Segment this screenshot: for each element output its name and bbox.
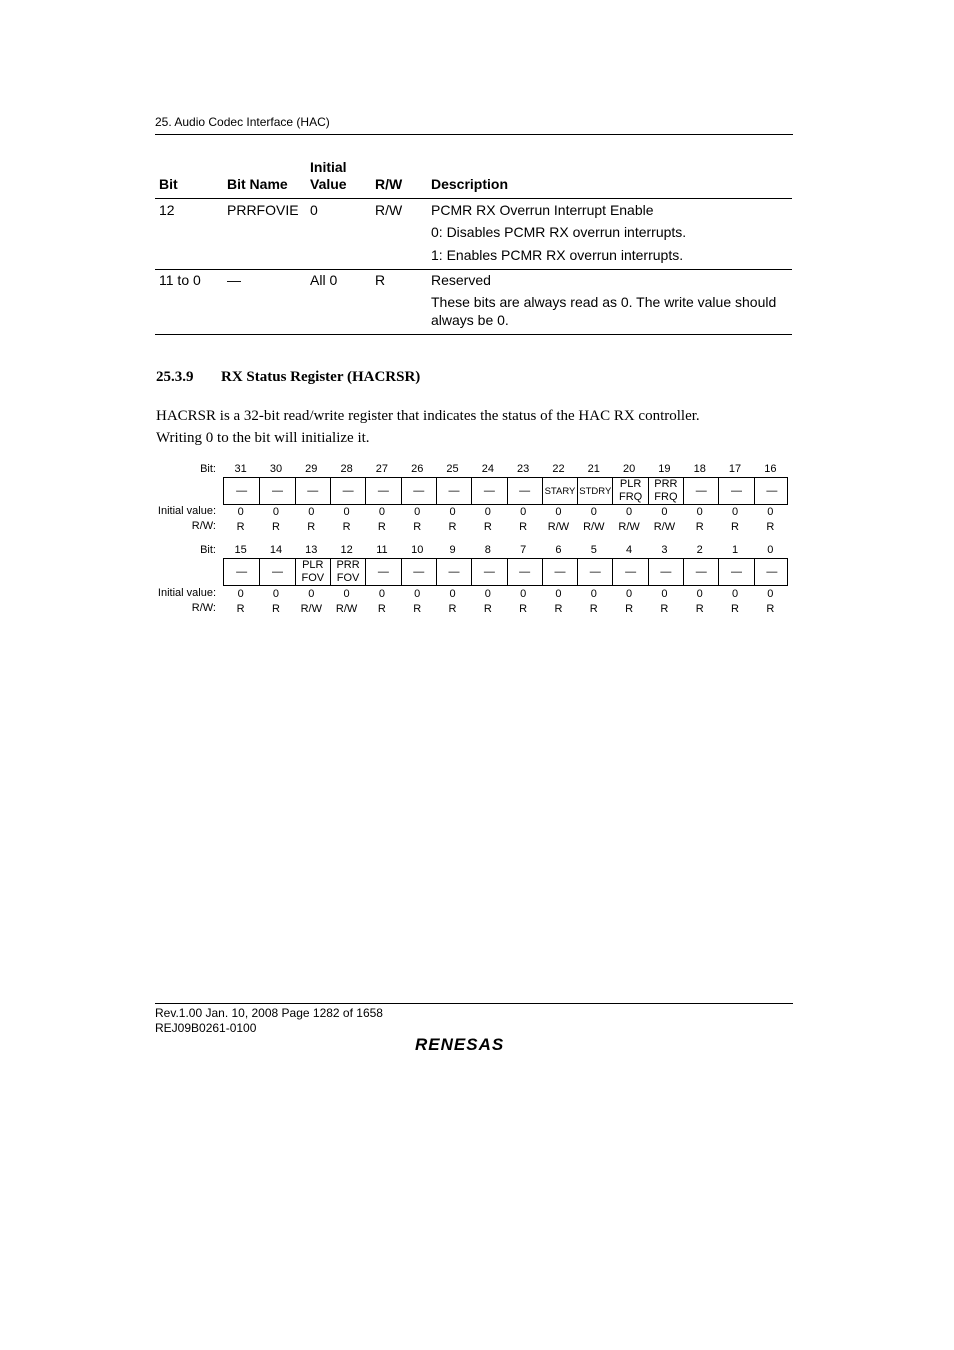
- footer-rule: [155, 1003, 793, 1004]
- register-value: 14: [269, 544, 283, 556]
- register-value: R: [377, 521, 386, 533]
- bit-field-cell: PLR FOV: [295, 559, 330, 585]
- register-value: 0: [590, 588, 597, 600]
- register-value: 0: [378, 506, 385, 518]
- register-value: 3: [661, 544, 668, 556]
- bit-field-cell: —: [683, 559, 718, 585]
- register-value: 0: [590, 506, 597, 518]
- register-value: 0: [449, 506, 456, 518]
- bit-field-cell: —: [330, 478, 365, 504]
- register-value: 0: [308, 506, 315, 518]
- bit-field-cell: —: [648, 559, 683, 585]
- register-value: 29: [305, 463, 318, 475]
- register-value: R: [695, 603, 704, 615]
- register-value: 15: [234, 544, 247, 556]
- register-value: R: [483, 603, 492, 615]
- register-value: 4: [626, 544, 633, 556]
- register-value: 28: [340, 463, 353, 475]
- bit-field-cell: —: [507, 478, 542, 504]
- register-value: 27: [375, 463, 389, 475]
- register-value: 0: [731, 506, 739, 518]
- register-value: 17: [728, 463, 742, 475]
- paragraph-line: Writing 0 to the bit will initialize it.: [156, 430, 370, 446]
- register-value: 0: [308, 588, 315, 600]
- rw-label: R/W:: [191, 602, 216, 614]
- section-paragraph: [156, 405, 796, 449]
- bit-field-cell: PLR FRQ: [612, 478, 647, 504]
- bit-field-cell: —: [507, 559, 542, 585]
- register-value: R/W: [547, 521, 570, 533]
- register-value: R: [236, 603, 245, 615]
- register-value: 8: [484, 544, 491, 556]
- register-value: 0: [626, 588, 633, 600]
- register-value: 0: [555, 588, 562, 600]
- renesas-logo-mark: [413, 1034, 533, 1054]
- register-value: R: [307, 521, 316, 533]
- table-row-desc-line: Reserved: [431, 272, 491, 288]
- register-value: R: [413, 603, 422, 615]
- bit-field-cell: PRR FRQ: [648, 478, 683, 504]
- register-value: 0: [661, 506, 668, 518]
- bit-field-cell: —: [471, 478, 506, 504]
- register-value: 0: [484, 506, 491, 518]
- section-title: RX Status Register (HACRSR): [221, 369, 421, 385]
- footer-revision: Rev.1.00 Jan. 10, 2008 Page 1282 of 1658: [155, 1006, 383, 1020]
- register-value: R/W: [618, 521, 640, 533]
- register-value: 19: [658, 463, 671, 475]
- bit-field-cell: —: [471, 559, 506, 585]
- register-value: 6: [555, 544, 562, 556]
- register-value: R: [271, 521, 280, 533]
- register-value: R/W: [300, 603, 322, 615]
- register-value: R: [448, 603, 457, 615]
- bit-field-cell: —: [436, 478, 471, 504]
- initial-value-label: Initial value:: [157, 505, 216, 517]
- paragraph-line: HACRSR is a 32-bit read/write register that indicates the status of the HAC RX controller.: [156, 408, 700, 424]
- register-value: R: [554, 603, 563, 615]
- col-header-rw: R/W: [375, 176, 403, 192]
- table-row-desc-line: 0: Disables PCMR RX overrun interrupts.: [431, 224, 687, 240]
- register-value: R/W: [653, 521, 676, 533]
- bit-label: Bit:: [200, 463, 216, 475]
- register-value: 12: [340, 544, 353, 556]
- bit-field-row: [223, 477, 788, 505]
- col-header-value: Value: [310, 176, 347, 192]
- register-value: 0: [661, 588, 668, 600]
- register-value: 22: [552, 463, 565, 475]
- bit-field-cell: —: [612, 559, 647, 585]
- register-value: R: [413, 521, 422, 533]
- register-value: 0: [414, 588, 421, 600]
- bit-field-cell: —: [718, 559, 753, 585]
- header-rule: [155, 134, 793, 135]
- col-header-bit-name: Bit Name: [227, 176, 288, 192]
- register-value: 30: [269, 463, 283, 475]
- bit-field-cell: —: [236, 565, 248, 578]
- bit-field-cell: —: [401, 559, 436, 585]
- register-value: 2: [696, 544, 703, 556]
- register-value: 0: [272, 506, 280, 518]
- table-row-desc-line: PCMR RX Overrun Interrupt Enable: [431, 202, 654, 218]
- register-value: 25: [446, 463, 459, 475]
- register-value: 31: [234, 463, 247, 475]
- register-value: R: [448, 521, 457, 533]
- table-bottom-rule: [155, 334, 792, 335]
- register-value: 5: [590, 544, 597, 556]
- register-value: R: [236, 521, 245, 533]
- bit-field-cell: —: [542, 559, 577, 585]
- register-value: 0: [696, 506, 703, 518]
- register-value: 11: [376, 544, 388, 556]
- running-header: 25. Audio Codec Interface (HAC): [155, 115, 330, 129]
- register-value: 0: [484, 588, 491, 600]
- table-row-desc-line: These bits are always read as 0. The write value should: [431, 294, 777, 310]
- register-value: 18: [693, 463, 706, 475]
- register-value: 0: [272, 588, 280, 600]
- rw-label: R/W:: [191, 520, 216, 532]
- register-value: 0: [520, 506, 527, 518]
- register-value: 0: [555, 506, 562, 518]
- table-row-bit: 11 to 0: [159, 272, 201, 288]
- register-value: 0: [520, 588, 527, 600]
- bit-field-cell: —: [365, 478, 400, 504]
- register-value: R: [766, 603, 775, 615]
- table-row-name: PRRFOVIE: [227, 202, 299, 218]
- bit-field-cell: —: [577, 559, 612, 585]
- bit-field-cell: —: [683, 478, 718, 504]
- register-value: 0: [343, 506, 350, 518]
- register-value: 0: [414, 506, 421, 518]
- register-value: 0: [767, 588, 774, 600]
- bit-field-cell: —: [754, 478, 789, 504]
- bit-field-row: [223, 558, 788, 586]
- register-value: 0: [767, 544, 774, 556]
- table-row-desc-line: 1: Enables PCMR RX overrun interrupts.: [431, 247, 684, 263]
- bit-field-cell: —: [236, 484, 248, 497]
- section-number: 25.3.9: [156, 369, 194, 385]
- register-value: R: [660, 603, 669, 615]
- table-row-desc-line: always be 0.: [431, 312, 509, 328]
- bit-field-cell: —: [259, 559, 294, 585]
- table-row-initial: All 0: [310, 272, 338, 288]
- register-value: 7: [520, 544, 527, 556]
- register-value: 16: [764, 463, 777, 475]
- register-value: R: [731, 521, 739, 533]
- register-value: R: [695, 521, 704, 533]
- register-value: 26: [411, 463, 424, 475]
- register-value: R: [519, 603, 528, 615]
- register-value: 0: [237, 588, 244, 600]
- col-header-initial: Initial: [310, 159, 347, 175]
- bit-field-cell: —: [259, 478, 294, 504]
- register-value: R/W: [583, 521, 605, 533]
- register-value: R: [731, 603, 739, 615]
- col-header-description: Description: [431, 176, 509, 192]
- register-value: 0: [767, 506, 774, 518]
- register-value: R: [342, 521, 351, 533]
- register-value: 9: [449, 544, 456, 556]
- register-value: 0: [626, 506, 633, 518]
- bit-field-cell: —: [754, 559, 789, 585]
- register-value: R: [625, 603, 634, 615]
- table-header-rule: [155, 198, 792, 199]
- register-value: 24: [481, 463, 494, 475]
- bit-field-cell: STARY: [542, 478, 577, 504]
- register-value: R: [589, 603, 598, 615]
- register-value: 13: [305, 544, 318, 556]
- register-value: 0: [237, 506, 244, 518]
- register-value: R: [483, 521, 492, 533]
- register-value: 0: [731, 588, 739, 600]
- register-value: 23: [517, 463, 530, 475]
- initial-value-label: Initial value:: [157, 587, 216, 599]
- bit-field-cell: PRR FOV: [330, 559, 365, 585]
- register-value: 10: [411, 544, 424, 556]
- renesas-logo: [413, 1034, 533, 1059]
- table-row-bit: 12: [159, 202, 175, 218]
- bit-label: Bit:: [200, 544, 216, 556]
- register-value: 20: [622, 463, 636, 475]
- logo-text: RENESAS: [415, 1035, 505, 1054]
- bit-field-cell: —: [295, 478, 330, 504]
- table-row-rule: [155, 269, 792, 270]
- footer-doc-number: REJ09B0261-0100: [155, 1021, 257, 1035]
- register-value: R: [766, 521, 775, 533]
- register-value: 21: [587, 463, 600, 475]
- register-value: 0: [696, 588, 703, 600]
- register-value: R/W: [335, 603, 358, 615]
- bit-field-cell: —: [365, 559, 400, 585]
- register-value: 1: [731, 544, 739, 556]
- register-value: 0: [343, 588, 350, 600]
- register-value: R: [377, 603, 386, 615]
- bit-field-cell: STDRY: [577, 478, 612, 504]
- bit-field-cell: —: [436, 559, 471, 585]
- table-row-rw: R: [375, 272, 386, 288]
- register-value: R: [271, 603, 280, 615]
- register-value: R: [519, 521, 528, 533]
- register-value: 0: [378, 588, 385, 600]
- col-header-bit: Bit: [159, 176, 178, 192]
- bit-field-cell: —: [718, 478, 753, 504]
- table-row-rw: R/W: [375, 202, 403, 218]
- register-value: 0: [449, 588, 456, 600]
- table-row-name: —: [227, 272, 241, 288]
- table-row-initial: 0: [310, 202, 318, 218]
- bit-field-cell: —: [401, 478, 436, 504]
